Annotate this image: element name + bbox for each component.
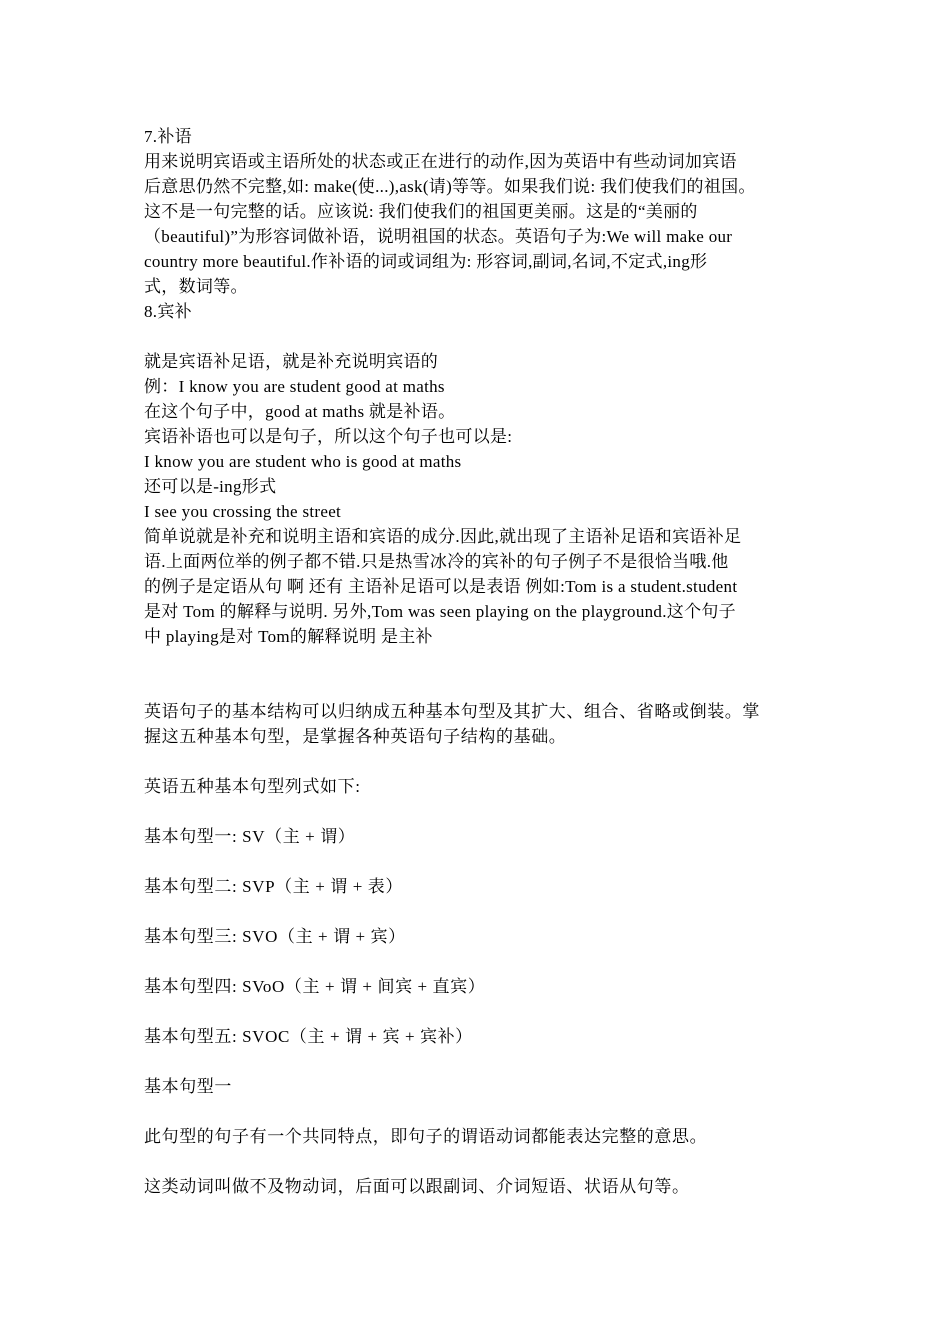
spacer [144, 849, 814, 874]
pattern-1-heading: 基本句型一 [144, 1077, 232, 1096]
paragraph-line: I know you are student who is good at maths [144, 452, 462, 471]
spacer [144, 899, 814, 924]
paragraph-line: 这类动词叫做不及物动词，后面可以跟副词、介词短语、状语从句等。 [144, 1177, 690, 1196]
spacer [144, 324, 814, 349]
paragraph-line: 此句型的句子有一个共同特点，即句子的谓语动词都能表达完整的意思。 [144, 1127, 708, 1146]
section-8-heading: 8.宾补 [144, 302, 192, 321]
paragraph-line: 就是宾语补足语，就是补充说明宾语的 [144, 352, 439, 371]
spacer [144, 999, 814, 1024]
pattern-item: 基本句型五: SVOC（主 + 谓 + 宾 + 宾补） [144, 1027, 473, 1046]
paragraph-line: 中 playing是对 Tom的解释说明 是主补 [144, 627, 433, 646]
spacer [144, 949, 814, 974]
spacer [144, 1049, 814, 1074]
paragraph-line: 在这个句子中，good at maths 就是补语。 [144, 402, 456, 421]
pattern-item: 基本句型四: SVoO（主 + 谓 + 间宾 + 直宾） [144, 977, 486, 996]
paragraph-line: 宾语补语也可以是句子，所以这个句子也可以是: [144, 427, 513, 446]
paragraph-line: 还可以是-ing形式 [144, 477, 277, 496]
intro-line: 英语句子的基本结构可以归纳成五种基本句型及其扩大、组合、省略或倒装。掌 [144, 702, 760, 721]
paragraph-line: 的例子是定语从句 啊 还有 主语补足语可以是表语 例如:Tom is a student.student [144, 577, 738, 596]
section-7-heading: 7.补语 [144, 127, 192, 146]
paragraph-line: （beautiful)”为形容词做补语，说明祖国的状态。英语句子为:We will make our [144, 227, 733, 246]
spacer [144, 749, 814, 774]
pattern-item: 基本句型二: SVP（主 + 谓 + 表） [144, 877, 403, 896]
pattern-item: 基本句型一: SV（主 + 谓） [144, 827, 356, 846]
paragraph-line: 式，数词等。 [144, 277, 248, 296]
pattern-list-title: 英语五种基本句型列式如下: [144, 777, 361, 796]
intro-line: 握这五种基本句型，是掌握各种英语句子结构的基础。 [144, 727, 567, 746]
paragraph-line: 后意思仍然不完整,如: make(使...),ask(请)等等。如果我们说: 我们使我们的祖国。 [144, 177, 756, 196]
paragraph-line: 是对 Tom 的解释与说明. 另外,Tom was seen playing on the playground.这个句子 [144, 602, 736, 621]
document-page [144, 124, 814, 1199]
spacer [144, 1099, 814, 1124]
paragraph-line: 简单说就是补充和说明主语和宾语的成分.因此,就出现了主语补足语和宾语补足 [144, 527, 742, 546]
paragraph-line: I see you crossing the street [144, 502, 342, 521]
spacer [144, 799, 814, 824]
paragraph-line: 用来说明宾语或主语所处的状态或正在进行的动作,因为英语中有些动词加宾语 [144, 152, 737, 171]
paragraph-line: 这不是一句完整的话。应该说: 我们使我们的祖国更美丽。这是的“美丽的 [144, 202, 698, 221]
paragraph-line: 例：I know you are student good at maths [144, 377, 445, 396]
paragraph-line: 语.上面两位举的例子都不错.只是热雪冰冷的宾补的句子例子不是很恰当哦.他 [144, 552, 729, 571]
paragraph-line: country more beautiful.作补语的词或词组为: 形容词,副词,名词,不定式,ing形 [144, 252, 708, 271]
spacer [144, 1149, 814, 1174]
spacer [144, 649, 814, 699]
pattern-item: 基本句型三: SVO（主 + 谓 + 宾） [144, 927, 406, 946]
